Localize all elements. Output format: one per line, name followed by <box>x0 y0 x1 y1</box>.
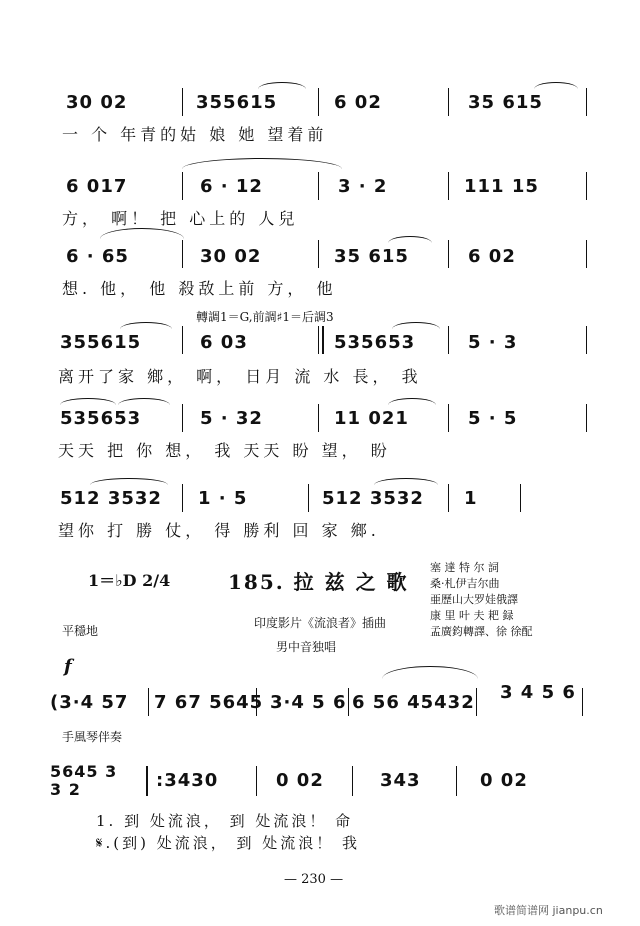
barline <box>586 172 587 200</box>
double-barline <box>322 326 324 354</box>
measure-notes: 5 · 5 <box>468 408 518 429</box>
barline <box>448 484 449 512</box>
lyrics-line-1: 1. 到 处流浪， 到 处流浪！ 命 <box>96 812 354 830</box>
measure-notes: 5 · 3 <box>468 332 518 353</box>
slur <box>382 666 478 679</box>
barline <box>456 766 457 796</box>
barline <box>182 484 183 512</box>
lyrics-line: 望你 打 勝 仗， 得 勝利 回 家 鄉. <box>58 521 380 540</box>
barline <box>520 484 521 512</box>
measure-notes: 30 02 <box>66 92 128 113</box>
credit-line: 桑·札伊吉尔曲 <box>430 577 500 590</box>
barline <box>182 326 183 354</box>
key-signature: 1＝♭D 2/4 <box>88 571 171 590</box>
barline <box>318 404 319 432</box>
slur <box>388 236 432 243</box>
measure-notes: 6 02 <box>468 246 516 267</box>
slur <box>60 398 116 405</box>
barline <box>352 766 353 796</box>
measure-notes: 6 56 45432 <box>352 692 475 713</box>
slur <box>90 478 168 485</box>
barline <box>448 88 449 116</box>
page-number: — 230 — <box>284 872 344 887</box>
measure-notes: 343 <box>380 770 421 791</box>
measure-notes: :3430 <box>156 770 219 791</box>
barline <box>318 88 319 116</box>
barline <box>348 688 349 716</box>
slur <box>118 398 170 405</box>
barline <box>318 172 319 200</box>
tempo-marking: 平穩地 <box>62 624 99 638</box>
measure-notes: 6 · 12 <box>200 176 263 197</box>
credit-line: 塞 達 特 尔 詞 <box>430 561 499 574</box>
measure-notes: 0 02 <box>480 770 528 791</box>
slur <box>120 322 172 329</box>
lyrics-line: 离开了家 鄉， 啊， 日月 流 水 長， 我 <box>58 367 422 386</box>
credits <box>430 560 533 640</box>
barline <box>586 404 587 432</box>
barline <box>256 766 257 796</box>
credit-line: 康 里 叶 夫 耙 録 <box>430 609 514 622</box>
lyrics-line: 想. 他， 他 殺敌上前 方， 他 <box>62 279 337 298</box>
measure-notes: 512 3532 <box>322 488 424 509</box>
measure-notes: 3·4 5 6 <box>270 692 347 713</box>
slur <box>388 398 436 405</box>
barline <box>448 172 449 200</box>
measure-notes: 3 2 <box>50 780 81 799</box>
watermark: 歌谱简谱网 jianpu.cn <box>494 904 603 917</box>
measure-notes: 512 3532 <box>60 488 162 509</box>
barline <box>182 240 183 268</box>
slur <box>100 228 184 239</box>
accompaniment-note: 手風琴伴奏 <box>62 730 123 744</box>
measure-notes: 30 02 <box>200 246 262 267</box>
barline <box>448 326 449 354</box>
barline <box>318 326 319 354</box>
measure-notes: 11 021 <box>334 408 409 429</box>
barline <box>448 404 449 432</box>
barline <box>318 240 319 268</box>
credit-line: 孟廣鈞轉譯、徐 徐配 <box>430 625 533 638</box>
barline <box>586 326 587 354</box>
measure-notes: 535653 <box>60 408 142 429</box>
measure-notes: 535653 <box>334 332 416 353</box>
dynamic-marking: f <box>64 656 72 677</box>
measure-notes: 355615 <box>60 332 142 353</box>
barline <box>182 88 183 116</box>
slur <box>534 82 578 89</box>
measure-notes: (3·4 57 <box>50 692 129 713</box>
slur <box>182 158 342 169</box>
lyrics-line: 一 个 年青的姑 娘 她 望着前 <box>62 125 328 144</box>
measure-notes: 35 615 <box>468 92 543 113</box>
lyrics-line: 天天 把 你 想， 我 天天 盼 望， 盼 <box>58 441 391 460</box>
barline <box>448 240 449 268</box>
measure-notes: 3 · 2 <box>338 176 388 197</box>
measure-notes: 5 · 32 <box>200 408 263 429</box>
barline <box>586 240 587 268</box>
credit-line: 亜歷山大罗娃俄譯 <box>430 593 518 606</box>
lyrics-line: 方， 啊！ 把 心上的 人兒 <box>62 209 299 228</box>
measure-notes: 355615 <box>196 92 278 113</box>
song-subtitle: 印度影片《流浪者》插曲 <box>254 616 387 630</box>
measure-notes: 6 017 <box>66 176 128 197</box>
barline <box>182 172 183 200</box>
measure-notes: 0 02 <box>276 770 324 791</box>
measure-notes: 7 67 5645 <box>154 692 264 713</box>
barline <box>182 404 183 432</box>
song-title: 185. 拉 兹 之 歌 <box>228 570 409 594</box>
performance-note: 男中音独唱 <box>276 640 337 654</box>
measure-notes: 3 4 5 6 <box>500 682 576 703</box>
barline <box>582 688 583 716</box>
slur <box>392 322 440 329</box>
measure-notes: 1 <box>464 488 478 509</box>
modulation-note: 轉調1＝G,前調♯1＝后調3 <box>196 310 334 324</box>
barline <box>586 88 587 116</box>
measure-notes: 111 15 <box>464 176 539 197</box>
measure-notes: 1 · 5 <box>198 488 248 509</box>
barline <box>308 484 309 512</box>
lyrics-line-2: 𝄋.(到) 处流浪， 到 处流浪！ 我 <box>96 834 360 852</box>
measure-notes: 6 03 <box>200 332 248 353</box>
measure-notes: 6 · 65 <box>66 246 129 267</box>
repeat-barline <box>146 766 148 796</box>
barline <box>148 688 149 716</box>
barline <box>476 688 477 716</box>
slur <box>374 478 438 485</box>
measure-notes: 35 615 <box>334 246 409 267</box>
measure-notes: 6 02 <box>334 92 382 113</box>
measure-notes: 5645 3 <box>50 762 118 781</box>
slur <box>258 82 306 89</box>
